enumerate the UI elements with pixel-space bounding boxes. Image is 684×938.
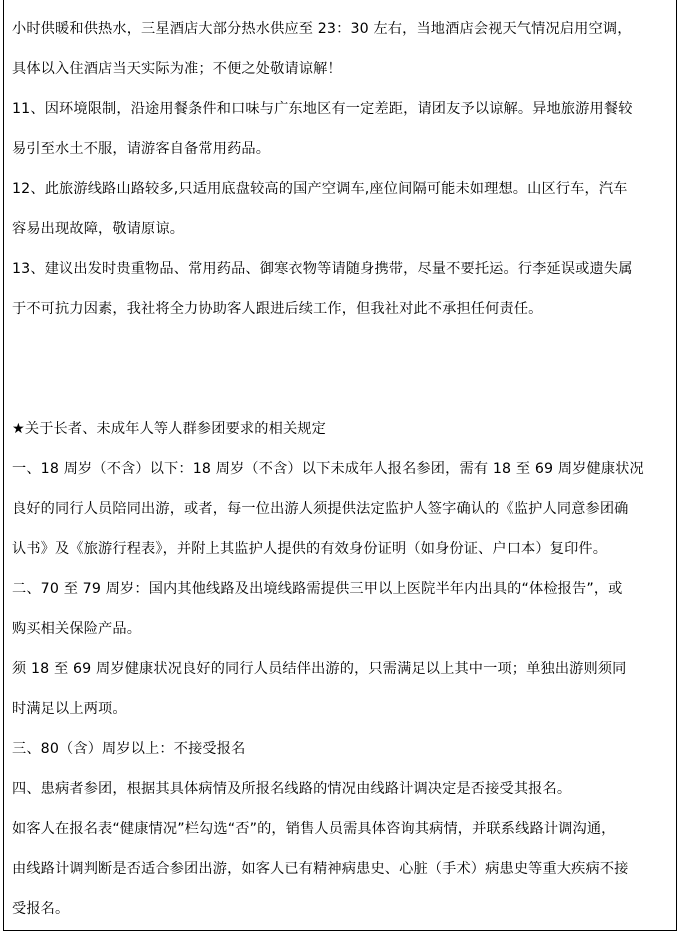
text-line: 12、此旅游线路山路较多,只适用底盘较高的国产空调车,座位间隔可能未如理想。山区行车，汽车 [12, 181, 628, 197]
text-line: 11、因环境限制，沿途用餐条件和口味与广东地区有一定差距，请团友予以谅解。异地旅游用餐较 [12, 101, 633, 117]
text-line: 认书》及《旅游行程表》，并附上其监护人提供的有效身份证明（如身份证、户口本）复印件。 [12, 541, 608, 557]
text-line: 一、18 周岁（不含）以下：18 周岁（不含）以下未成年人报名参团，需有 18 至 69 周岁健康状况 [12, 461, 644, 477]
text-line: 如客人在报名表“健康情况”栏勾选“否”的，销售人员需具体咨询其病情，并联系线路计调沟通， [12, 821, 616, 837]
text-line: 小时供暖和供热水，三星酒店大部分热水供应至 23：30 左右，当地酒店会视天气情况启用空调， [12, 21, 632, 37]
text-line: 受报名。 [12, 901, 70, 917]
text-line: 13、建议出发时贵重物品、常用药品、御寒衣物等请随身携带，尽量不要托运。行李延误或遗失属 [12, 261, 633, 277]
text-line: 具体以入住酒店当天实际为准；不便之处敬请谅解！ [12, 61, 342, 77]
text-line: 容易出现故障，敬请原谅。 [12, 221, 185, 237]
text-line: 须 18 至 69 周岁健康状况良好的同行人员结伴出游的，只需满足以上其中一项；单独出游则须同 [12, 661, 627, 677]
text-line: 由线路计调判断是否适合参团出游，如客人已有精神病患史、心脏（手术）病患史等重大疾病不接 [12, 861, 629, 877]
text-line: 三、80（含）周岁以上：不接受报名 [12, 741, 246, 757]
section-heading: ★关于长者、未成年人等人群参团要求的相关规定 [12, 421, 326, 437]
text-line: 时满足以上两项。 [12, 701, 127, 717]
text-line: 易引至水土不服，请游客自备常用药品。 [12, 141, 271, 157]
text-line: 购买相关保险产品。 [12, 621, 142, 637]
text-line: 四、患病者参团，根据其具体病情及所报名线路的情况由线路计调决定是否接受其报名。 [12, 781, 572, 797]
text-line: 二、70 至 79 周岁：国内其他线路及出境线路需提供三甲以上医院半年内出具的“体检报告”，或 [12, 581, 623, 597]
text-line: 于不可抗力因素，我社将全力协助客人跟进后续工作，但我社对此不承担任何责任。 [12, 301, 543, 317]
text-line: 良好的同行人员陪同出游，或者，每一位出游人须提供法定监护人签字确认的《监护人同意参团确 [12, 501, 629, 517]
